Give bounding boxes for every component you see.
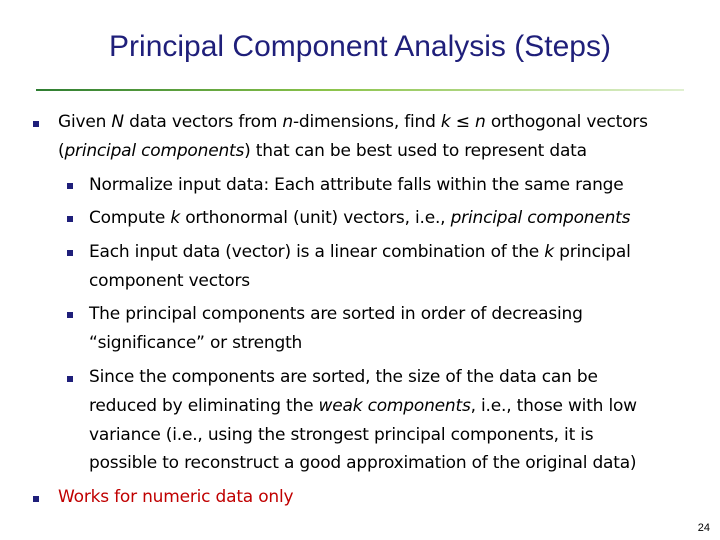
- bullet-square-icon: [67, 183, 73, 189]
- reduce-line-2: reduced by eliminating the weak components, i.e., those with low: [89, 396, 637, 416]
- bullet-square-icon: [67, 216, 73, 222]
- sorted-line-2: “significance” or strength: [89, 333, 303, 353]
- reduce-line-1: Since the components are sorted, the size of the data can be: [89, 367, 598, 387]
- page-number: 24: [697, 522, 710, 534]
- bullet-square-icon: [67, 250, 73, 256]
- linear-combination-line-2: component vectors: [89, 271, 250, 291]
- title-underline: [36, 89, 684, 91]
- compute-step: Compute k orthonormal (unit) vectors, i.e., principal components: [89, 208, 631, 228]
- normalize-step: Normalize input data: Each attribute falls within the same range: [89, 175, 624, 195]
- numeric-data-note: Works for numeric data only: [58, 487, 294, 507]
- bullet-square-icon: [33, 121, 39, 127]
- given-line-2: (principal components) that can be best used to represent data: [58, 141, 587, 161]
- bullet-square-icon: [67, 312, 73, 318]
- reduce-line-3: variance (i.e., using the strongest principal components, it is: [89, 425, 594, 445]
- reduce-line-4: possible to reconstruct a good approximation of the original data): [89, 453, 637, 473]
- bullet-square-icon: [67, 376, 73, 382]
- slide-title: Principal Component Analysis (Steps): [109, 30, 611, 63]
- linear-combination-line-1: Each input data (vector) is a linear combination of the k principal: [89, 242, 631, 262]
- sorted-line-1: The principal components are sorted in order of decreasing: [89, 304, 583, 324]
- bullet-square-icon: [33, 496, 39, 502]
- given-line-1: Given N data vectors from n-dimensions, find k ≤ n orthogonal vectors: [58, 112, 648, 132]
